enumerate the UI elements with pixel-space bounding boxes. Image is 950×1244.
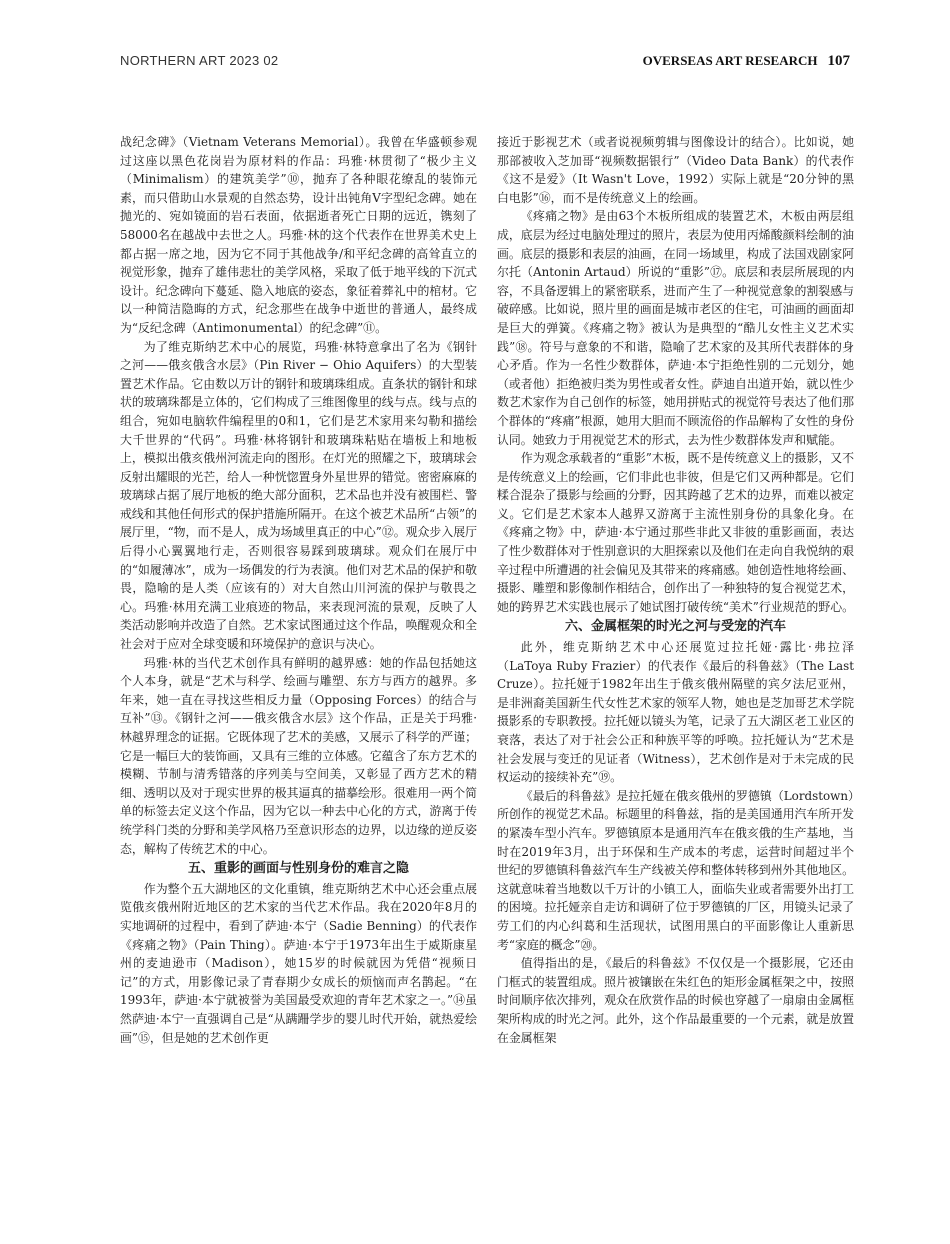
right-column	[497, 133, 854, 1047]
paragraph: 接近于影视艺术（或者说视频剪辑与图像设计的结合）。比如说，她那部被收入芝加哥“视频数据银行”（Video Data Bank）的代表作《这不是爱》（It Wasn't Love，1992）实际上就是“20分钟的黑白电影”⑯，而不是传统意义上的绘画。	[497, 135, 854, 205]
paragraph: 作为整个五大湖地区的文化重镇，维克斯纳艺术中心还会重点展览俄亥俄州附近地区的艺术家的当代艺术作品。我在2020年8月的实地调研的过程中，看到了萨迪·本宁（Sadie Benning）的代表作《疼痛之物》（Pain Thing）。萨迪·本宁于1973年出生于威斯康星州的麦迪逊市（Madison），她15岁的时候就因为凭借“视频日记”的方式，用影像记录了青春期少女成长的烦恼而声名鹊起。“在1993年，萨迪·本宁就被誉为美国最受欢迎的青年艺术家之一。”⑭虽然萨迪·本宁一直强调自己是“从蹒跚学步的婴儿时代开始，就热爱绘画”⑮，但是她的艺术创作更	[120, 881, 477, 1045]
section-heading-5: 五、重影的画面与性别身份的难言之隐	[187, 861, 409, 877]
paragraph: 《疼痛之物》是由63个木板所组成的装置艺术，木板由两层组成，底层为经过电脑处理过的照片，表层为使用丙烯酸颜料绘制的油画。底层的摄影和表层的油画，在同一场域里，构成了法国戏剧家阿尔托（Antonin Artaud）所说的“重影”⑰。底层和表层所展现的内容，不具备逻辑上的紧密联系，进而产生了一种视觉意象的割裂感与破碎感。比如说，照片里的画面是城市老区的住宅，可油画的画面却是巨大的弹簧。《疼痛之物》被认为是典型的“酷儿女性主义艺术实践”⑱。符号与意象的不和谐，隐喻了艺术家的及其所代表群体的身心矛盾。作为一名性少数群体，萨迪·本宁拒绝性别的二元划分，她（或者他）拒绝被归类为男性或者女性。萨迪自出道开始，就以性少数艺术家作为自己创作的标签，她用拼贴式的视觉符号表达了他们那个群体的“疼痛”根源，她用大胆而不顾流俗的作品解构了女性的身份认同。她致力于用视觉艺术的形式，去为性少数群体发声和赋能。	[497, 209, 854, 447]
section-title: OVERSEAS ART RESEARCH	[642, 53, 818, 68]
page-number: 107	[827, 53, 850, 69]
journal-header: NORTHERN ART 2023 02	[120, 53, 279, 68]
paragraph: 此外，维克斯纳艺术中心还展览过拉托娅·露比·弗拉泽（LaToya Ruby Frazier）的代表作《最后的科鲁兹》（The Last Cruze）。拉托娅于1982年出生于俄亥俄州隔壁的宾夕法尼亚州，是非洲裔美国新生代女性艺术家的领军人物，她也是芝加哥艺术学院摄影系的专职教授。拉托娅以镜头为笔，记录了五大湖区老工业区的衰落，表达了对于社会公正和种族平等的呼唤。拉托娅认为“艺术是社会发展与变迁的见证者（Witness），艺术创作是对于未完成的民权运动的接续补充”⑲。	[497, 640, 854, 785]
paragraph: 作为观念承载者的“重影”木板，既不是传统意义上的摄影，又不是传统意义上的绘画，它们非此也非彼，但是它们又两种都是。它们糅合混杂了摄影与绘画的分野，因其跨越了艺术的边界，而难以被定义。它们是艺术家本人越界又游离于主流性别身份的具象化身。在《疼痛之物》中，萨迪·本宁通过那些非此又非彼的重影画面，表达了性少数群体对于性别意识的大胆探索以及他们在走向自我悦纳的艰辛过程中所遭遇的社会偏见及其带来的疼痛感。她创造性地将绘画、摄影、雕塑和影像制作相结合，创作出了一种独特的复合视觉艺术，她的跨界艺术实践也展示了她试图打破传统“美术”行业规范的野心。	[497, 451, 855, 614]
section-header	[643, 53, 850, 70]
paragraph: 值得指出的是，《最后的科鲁兹》不仅仅是一个摄影展，它还由门框式的装置组成。照片被镶嵌在朱红色的矩形金属框架之中，按照时间顺序依次排列，观众在欣赏作品的时候也穿越了一扇扇由金属框架所构成的时光之河。此外，这个作品最重要的一个元素，就是放置在金属框架	[497, 956, 854, 1045]
paragraph: 《最后的科鲁兹》是拉托娅在俄亥俄州的罗德镇（Lordstown）所创作的视觉艺术品。标题里的科鲁兹，指的是美国通用汽车所开发的紧凑车型小汽车。罗德镇原本是通用汽车在俄亥俄的生产基地，当时在2019年3月，出于环保和生产成本的考虑，运营时间超过半个世纪的罗德镇科鲁兹汽车生产线被关停和整体转移到州外其他地区。这就意味着当地数以千万计的小镇工人，面临失业或者需要外出打工的困境。拉托娅亲自走访和调研了位于罗德镇的厂区，用镜头记录了劳工们的内心纠葛和生活现状，试图用黑白的平面影像让人重新思考“家庭的概念”⑳。	[497, 788, 854, 952]
paragraph: 玛雅·林的当代艺术创作具有鲜明的越界感：她的作品包括她这个人本身，就是“艺术与科学、绘画与雕塑、东方与西方的越界。多年来，她一直在寻找这些相反力量（Opposing Forces）的结合与互补”⑬。《钢针之河——俄亥俄含水层》这个作品，正是关于玛雅·林越界理念的证据。它既体现了艺术的美感，又展示了科学的严谨；它是一幅巨大的装饰画，又具有三维的立体感。它蕴含了东方艺术的模糊、节制与清秀错落的序列美与空间美，又彰显了西方艺术的精细、透明以及对于现实世界的极其逼真的描摹绘形。很难用一两个简单的标签去定义这个作品，因为它以一种去中心化的方式，游离于传统学科门类的分野和美学风格乃至意识形态的边界，以边缘的逆反姿态，解构了传统艺术的中心。	[120, 655, 477, 856]
left-column	[120, 133, 477, 1047]
paragraph: 为了维克斯纳艺术中心的展览，玛雅·林特意拿出了名为《钢针之河——俄亥俄含水层》（Pin River − Ohio Aquifers）的大型装置艺术作品。它由数以万计的钢针和玻璃珠组成。直条状的钢针和球状的玻璃珠都是立体的，它们构成了三维图像里的线与点。线与点的组合，宛如电脑软件编程里的0和1，它们是艺术家用来勾勒和描绘大千世界的“代码”。玛雅·林将钢针和玻璃珠粘贴在墙板上和地板上，模拟出俄亥俄州河流走向的图形。在灯光的照耀之下，玻璃球会反射出耀眼的光芒，给人一种恍惚置身外星世界的错觉。密密麻麻的玻璃球占据了展厅地板的绝大部分面积，艺术品也并没有被围栏、警戒线和其他任何形式的保护措施所隔开。在这个被艺术品所“占领”的展厅里，“物，而不是人，成为场域里真正的中心”⑫。观众步入展厅后得小心翼翼地行走，否则很容易踩到玻璃球。观众们在展厅中的“如履薄冰”，成为一场偶发的行为表演。他们对艺术品的保护和敬畏，隐喻的是人类（应该有的）对大自然山川河流的保护与敬畏之心。玛雅·林用充满工业痕迹的物品，来表现河流的景观，反映了人类活动影响并改造了自然。艺术家试图通过这个作品，唤醒观众和全社会对于应对全球变暖和环境保护的意识与决心。	[120, 339, 477, 652]
paragraph: 战纪念碑》（Vietnam Veterans Memorial）。我曾在华盛顿参观过这座以黑色花岗岩为原材料的作品：玛雅·林贯彻了“极少主义（Minimalism）的建筑美学”⑩，抛弃了各种眼花缭乱的装饰元素，而只借助山水景观的自然态势，设计出钝角V字型纪念碑。她在抛光的、宛如镜面的岩石表面，依据逝者死亡日期的远近，镌刻了58000名在越战中去世之人。玛雅·林的这个代表作在世界美术史上都占据一席之地，因为它不同于其他战争/和平纪念碑的高耸直立的视觉形象，抛弃了雄伟悲壮的美学风格，采取了低于地平线的下沉式设计。纪念碑向下蔓延、隐入地底的姿态，象征着葬礼中的棺材。它以一种简洁隐晦的方式，纪念那些在战争中逝世的普通人，最终成为“反纪念碑（Antimonumental）的纪念碑”⑪。	[120, 135, 477, 335]
section-heading-6: 六、金属框架的时光之河与受宠的汽车	[564, 619, 786, 635]
